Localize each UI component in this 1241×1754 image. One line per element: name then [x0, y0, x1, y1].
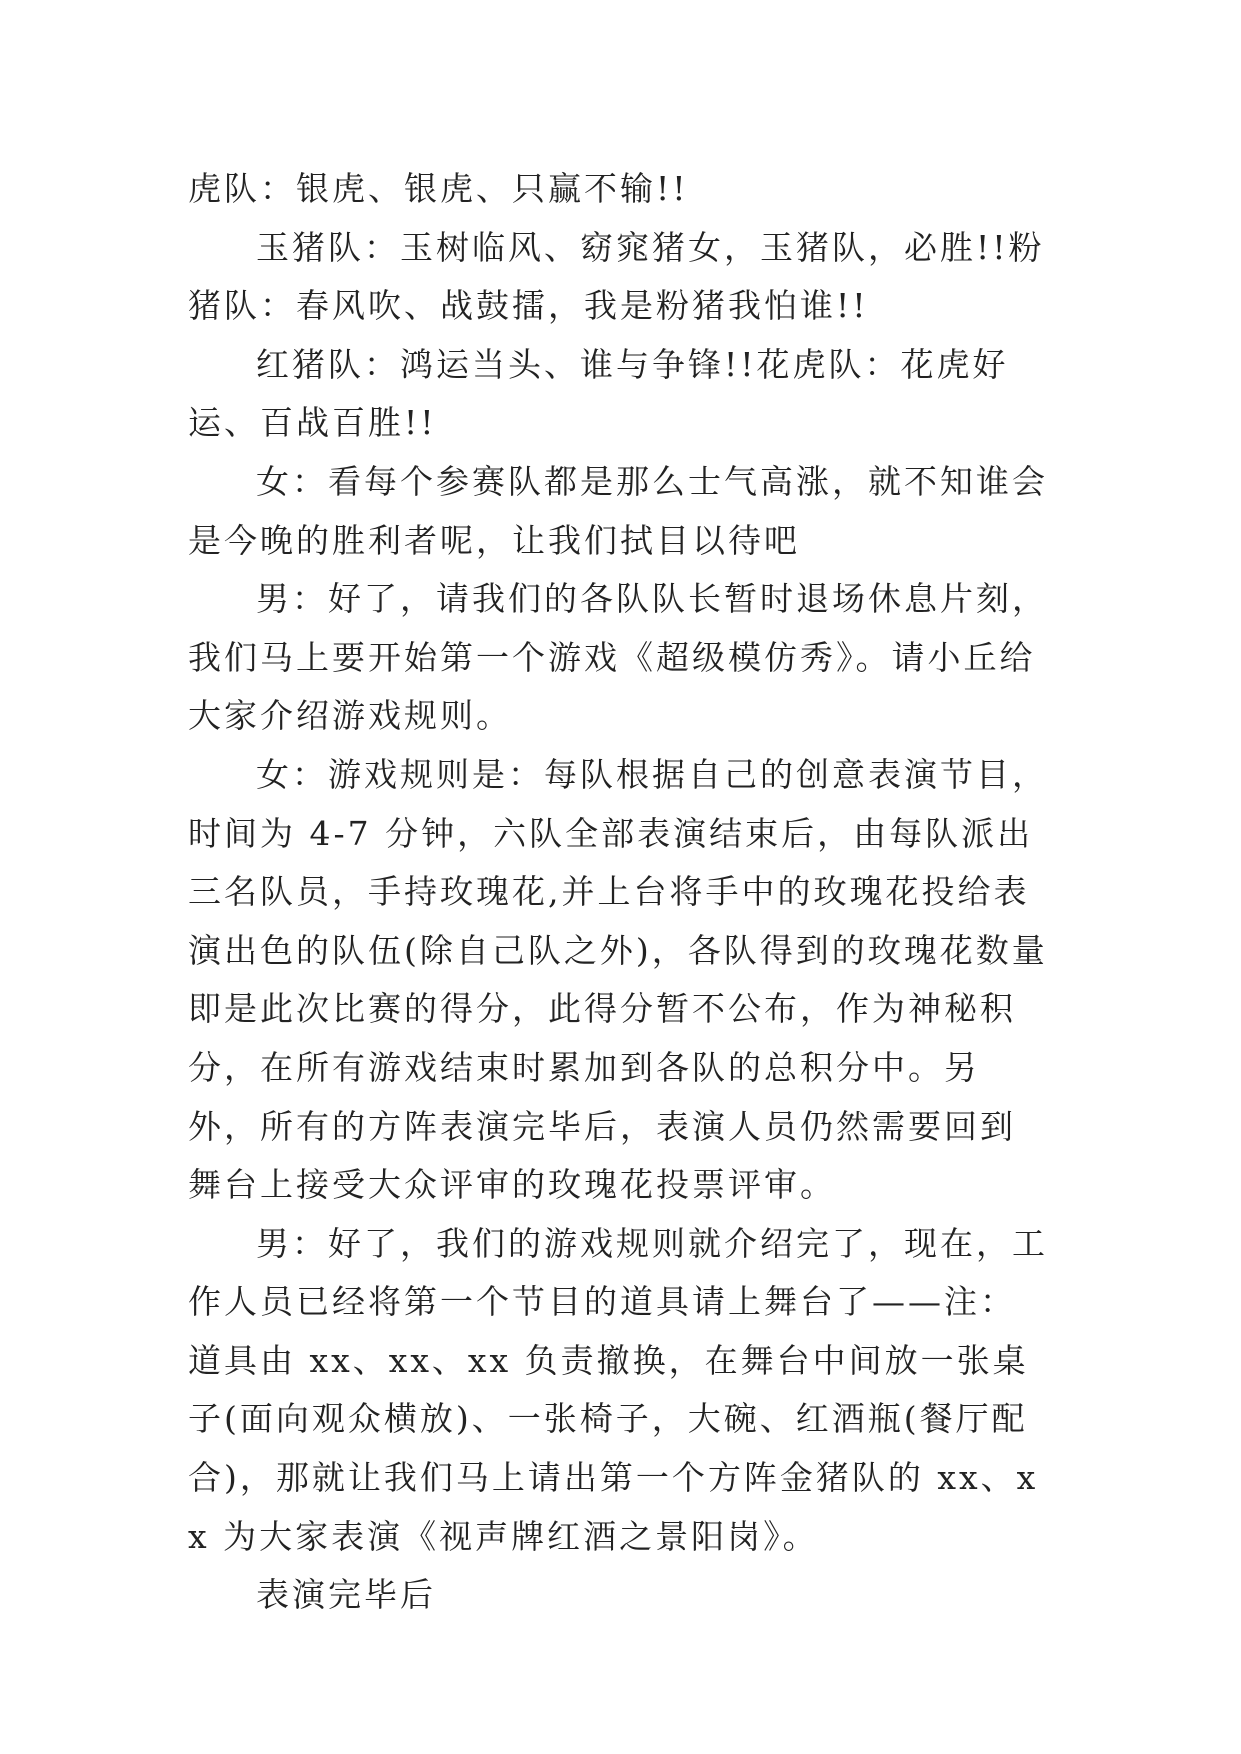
- document-body: [188, 160, 1048, 1625]
- paragraph-male-host-first-game: 男：好了，请我们的各队队长暂时退场休息片刻，我们马上要开始第一个游戏《超级模仿秀》。请小丘给大家介绍游戏规则。: [188, 579, 1048, 736]
- paragraph-game-rules: 女：游戏规则是：每队根据自己的创意表演节目，时间为 4-7 分钟，六队全部表演结束后，由每队派出三名队员，手持玫瑰花,并上台将手中的玫瑰花投给表演出色的队伍(除自己队之外)，各队得到的玫瑰花数量即是此次比赛的得分，此得分暂不公布，作为神秘积分，在所有游戏结束时累加到各队的总积分中。另外，所有的方阵表演完毕后，表演人员仍然需要回到舞台上接受大众评审的玫瑰花投票评审。: [188, 754, 1048, 1205]
- paragraph-tiger-team-slogan: 虎队：银虎、银虎、只赢不输!!: [188, 169, 689, 208]
- paragraph-red-pig-flower-tiger-slogans: 红猪队：鸿运当头、谁与争锋!!花虎队：花虎好运、百战百胜!!: [188, 344, 1009, 443]
- paragraph-props-and-first-performance: 男：好了，我们的游戏规则就介绍完了，现在，工作人员已经将第一个节目的道具请上舞台了——注：道具由 xx、xx、xx 负责撤换，在舞台中间放一张桌子(面向观众横放)、一张椅子，大碗、红酒瓶(餐厅配合)，那就让我们马上请出第一个方阵金猪队的 xx、xx 为大家表演《视声牌红酒之景阳岗》。: [188, 1223, 1048, 1556]
- paragraph-jade-pig-pink-pig-slogans: 玉猪队：玉树临风、窈窕猪女，玉猪队，必胜!!粉猪队：春风吹、战鼓擂，我是粉猪我怕谁!!: [188, 227, 1045, 326]
- paragraph-female-host-morale: 女：看每个参赛队都是那么士气高涨，就不知谁会是今晚的胜利者呢，让我们拭目以待吧: [188, 461, 1048, 560]
- paragraph-after-performance: 表演完毕后: [256, 1575, 436, 1615]
